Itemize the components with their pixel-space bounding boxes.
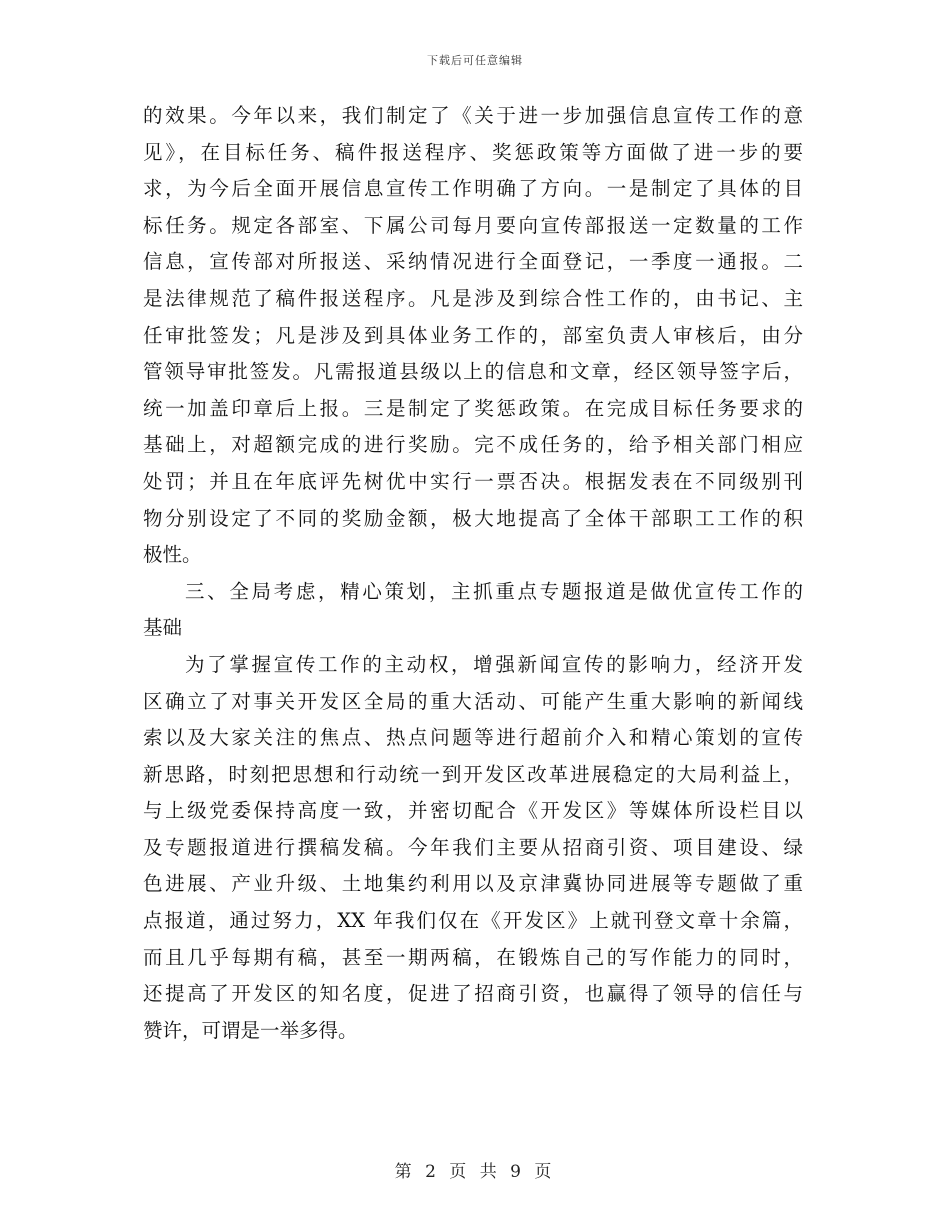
text-line: 统一加盖印章后上报。三是制定了奖惩政策。在完成目标任务要求的 (143, 396, 803, 420)
document-body (143, 98, 803, 1049)
text-line: 区确立了对事关开发区全局的重大活动、可能产生重大影响的新闻线 (143, 689, 803, 713)
text-line: 索以及大家关注的焦点、热点问题等进行超前介入和精心策划的宣传 (143, 726, 803, 750)
text-line: 点报道，通过努力，XX 年我们仅在《开发区》上就刊登文章十余篇， (143, 909, 803, 933)
text-line: 极性。 (143, 543, 202, 567)
text-line: 的效果。今年以来，我们制定了《关于进一步加强信息宣传工作的意 (143, 104, 803, 127)
text-line: 为了掌握宣传工作的主动权，增强新闻宣传的影响力，经济开发 (185, 652, 803, 676)
section-heading-3 (143, 574, 803, 647)
text-line: 新思路，时刻把思想和行动统一到开发区改革进展稳定的大局利益上， (143, 762, 803, 786)
text-line: 任审批签发；凡是涉及到具体业务工作的，部室负责人审核后，由分 (143, 323, 803, 347)
text-line: 是法律规范了稿件报送程序。凡是涉及到综合性工作的，由书记、主 (143, 286, 803, 310)
text-line: 信息，宣传部对所报送、采纳情况进行全面登记，一季度一通报。二 (143, 250, 803, 274)
paragraph-special-reports (143, 647, 803, 1050)
page-header: 下载后可任意编辑 (427, 54, 523, 67)
text-line: 见》，在目标任务、稿件报送程序、奖惩政策等方面做了进一步的要 (143, 140, 803, 164)
text-line: 管领导审批签发。凡需报道县级以上的信息和文章，经区领导签字后， (143, 360, 803, 384)
text-line: 基础上，对超额完成的进行奖励。完不成任务的，给予相关部门相应 (143, 433, 803, 457)
text-line: 求，为今后全面开展信息宣传工作明确了方向。一是制定了具体的目 (143, 177, 803, 201)
text-line: 赞许，可谓是一举多得。 (143, 1018, 358, 1042)
text-line: 基础 (143, 616, 183, 640)
text-line: 还提高了开发区的知名度，促进了招商引资，也赢得了领导的信任与 (143, 982, 803, 1006)
text-line: 处罚；并且在年底评先树优中实行一票否决。根据发表在不同级别刊 (143, 469, 803, 493)
text-line: 三、全局考虑，精心策划，主抓重点专题报道是做优宣传工作的 (185, 579, 803, 603)
text-line: 与上级党委保持高度一致，并密切配合《开发区》等媒体所设栏目以 (143, 799, 803, 823)
text-line: 色进展、产业升级、土地集约利用以及京津冀协同进展等专题做了重 (143, 872, 803, 896)
text-line: 标任务。规定各部室、下属公司每月要向宣传部报送一定数量的工作 (143, 213, 803, 237)
text-line: 而且几乎每期有稿，甚至一期两稿，在锻炼自己的写作能力的同时， (143, 945, 803, 969)
text-line: 及专题报道进行撰稿发稿。今年我们主要从招商引资、项目建设、绿 (143, 835, 803, 859)
paragraph-incentive-policy (143, 98, 803, 574)
text-line: 物分别设定了不同的奖励金额，极大地提高了全体干部职工工作的积 (143, 506, 803, 530)
page-number: 第 2 页 共 9 页 (394, 1162, 556, 1182)
